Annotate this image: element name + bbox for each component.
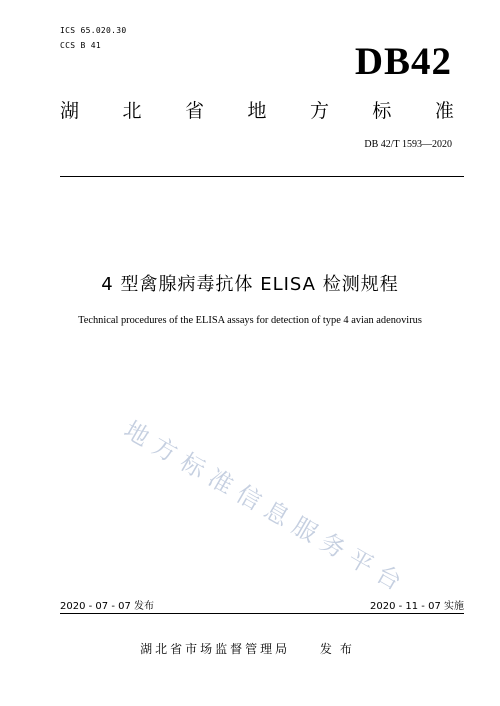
province-char: 地 (247, 99, 267, 122)
watermark-char: 信 (231, 479, 267, 516)
province-char: 方 (309, 99, 329, 122)
province-char: 省 (184, 99, 204, 122)
province-char: 准 (434, 99, 454, 122)
issuing-authority: 湖北省市场监督管理局 (140, 642, 291, 656)
watermark-char: 方 (147, 431, 183, 468)
watermark-char: 服 (287, 511, 323, 548)
watermark-char: 标 (175, 447, 211, 484)
province-char: 北 (122, 99, 142, 122)
watermark-char: 地 (119, 415, 155, 452)
watermark-char: 务 (315, 527, 351, 564)
title-english: Technical procedures of the ELISA assays for detection of type 4 avian adenovirus (78, 315, 422, 326)
ccs-code: CCS B 41 (60, 41, 101, 50)
publish-label: 发布 (319, 642, 360, 656)
watermark-char: 准 (203, 463, 239, 500)
title-chinese: 4 型禽腺病毒抗体 ELISA 检测规程 (101, 274, 399, 295)
header-divider (60, 176, 464, 177)
issue-date: 2020 - 07 - 07 发布 (60, 601, 155, 612)
ics-code: ICS 65.020.30 (60, 26, 127, 35)
watermark-char: 台 (371, 559, 407, 596)
watermark-char: 息 (259, 495, 295, 532)
db-code-logo: DB42 (354, 40, 452, 83)
footer-divider (60, 613, 464, 614)
watermark (119, 412, 424, 596)
watermark-char: 平 (343, 543, 379, 580)
standard-number: DB 42/T 1593—2020 (364, 139, 452, 150)
issuer-line (0, 640, 500, 657)
province-standard-title (60, 97, 454, 121)
implementation-date: 2020 - 11 - 07 实施 (369, 601, 464, 612)
province-char: 湖 (60, 99, 80, 122)
province-char: 标 (372, 99, 392, 122)
